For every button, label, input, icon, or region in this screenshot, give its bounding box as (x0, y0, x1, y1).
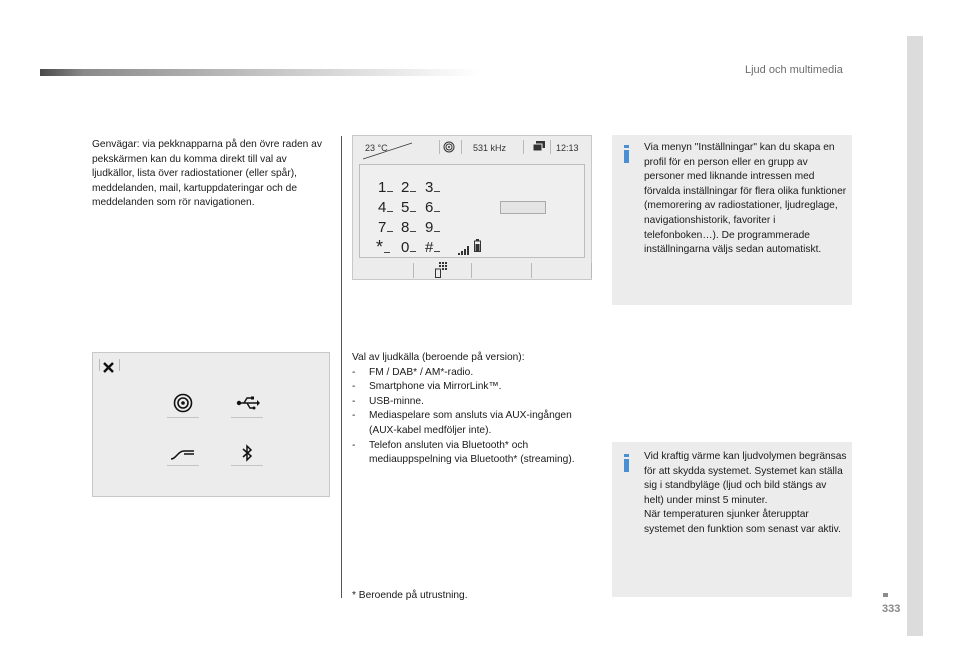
info-box-heat (612, 442, 852, 597)
close-icon[interactable] (103, 360, 114, 378)
separator (119, 359, 120, 371)
footnote: * Beroende på utrustning. (352, 590, 468, 601)
list-item: - Mediaspelare som ansluts via AUX-ingången (AUX-kabel medföljer inte). (352, 410, 572, 436)
separator (591, 263, 592, 278)
section-title: Ljud och multimedia (745, 64, 843, 76)
separator (531, 263, 532, 278)
page-marker (883, 593, 888, 597)
aux-cable-icon[interactable] (170, 447, 196, 465)
screen-keypad (352, 135, 592, 280)
temperature-label: 23 °C (365, 143, 388, 153)
divider (167, 465, 199, 466)
separator (471, 263, 472, 278)
separator (99, 359, 100, 371)
header-bar (40, 69, 480, 76)
key-6[interactable]: 6 (425, 199, 440, 216)
info-box-profiles (612, 135, 852, 305)
key-3[interactable]: 3 (425, 179, 440, 196)
clock-label: 12:13 (556, 143, 579, 153)
page-number: 333 (882, 603, 901, 615)
key-9[interactable]: 9 (425, 219, 440, 236)
key-5[interactable]: 5 (401, 199, 416, 216)
screen-source-select (92, 352, 330, 497)
frequency-label: 531 kHz (473, 143, 507, 153)
key-7[interactable]: 7 (378, 219, 393, 236)
signal-icon (458, 242, 470, 260)
battery-icon (474, 239, 481, 257)
sources-section (352, 351, 582, 468)
separator (413, 263, 414, 278)
radio-icon[interactable] (443, 141, 455, 155)
keypad-phone-icon[interactable] (435, 262, 449, 283)
divider (231, 417, 263, 418)
info-text: Vid kraftig värme kan ljudvolymen begränsas för att skydda systemet. Systemet kan ställa sig i standbyläge (ljud och bild stängs av helt) under minst 5 minuter. När temperaturen sjunker återupptar systemet den funktion som senast var aktiv. (644, 451, 847, 535)
list-item: - Smartphone via MirrorLink™. (352, 381, 502, 393)
status-bar (353, 136, 591, 160)
separator (461, 140, 462, 154)
divider (167, 417, 199, 418)
key-8[interactable]: 8 (401, 219, 416, 236)
list-item: - FM / DAB* / AM*-radio. (352, 366, 474, 378)
info-icon (624, 145, 629, 163)
info-text: Via menyn "Inställningar" kan du skapa en profil för en person eller en grupp av personer med liknande intressen med förvalda inställningar för flera olika funktioner (memorering av radiostationer, ljudreglage, navigationshistorik, favoriter i telefonboken…). De programmerade inställningarna väljs sedan automatiskt. (644, 142, 847, 256)
key-0[interactable]: 0 (401, 239, 416, 256)
key-2[interactable]: 2 (401, 179, 416, 196)
side-strip (907, 36, 923, 636)
messages-icon[interactable] (533, 141, 545, 154)
key-4[interactable]: 4 (378, 199, 393, 216)
usb-icon[interactable] (236, 396, 260, 415)
key-hash[interactable]: # (425, 239, 440, 256)
list-item: - Telefon ansluten via Bluetooth* och mediauppspelning via Bluetooth* (streaming). (352, 439, 575, 466)
radio-source-icon[interactable] (173, 393, 193, 418)
shortcuts-paragraph: Genvägar: via pekknapparna på den övre raden av pekskärmen kan du komma direkt till val av ljudkällor, lista över radiostationer (eller spår), meddelanden, mail, kartuppdateringar och de meddelanden som rör navigationen. (92, 139, 322, 209)
input-field[interactable] (500, 201, 546, 214)
keypad-panel (359, 164, 585, 258)
separator (439, 140, 440, 154)
bottom-toolbar (413, 260, 593, 280)
separator (550, 140, 551, 154)
key-star[interactable]: * (376, 237, 390, 258)
info-icon (624, 454, 629, 472)
sources-intro: Val av ljudkälla (beroende på version): (352, 352, 525, 363)
divider (231, 465, 263, 466)
key-1[interactable]: 1 (378, 179, 393, 196)
bluetooth-icon[interactable] (241, 444, 253, 467)
list-item: - USB-minne. (352, 395, 424, 407)
separator (523, 140, 524, 154)
column-divider (341, 136, 342, 598)
